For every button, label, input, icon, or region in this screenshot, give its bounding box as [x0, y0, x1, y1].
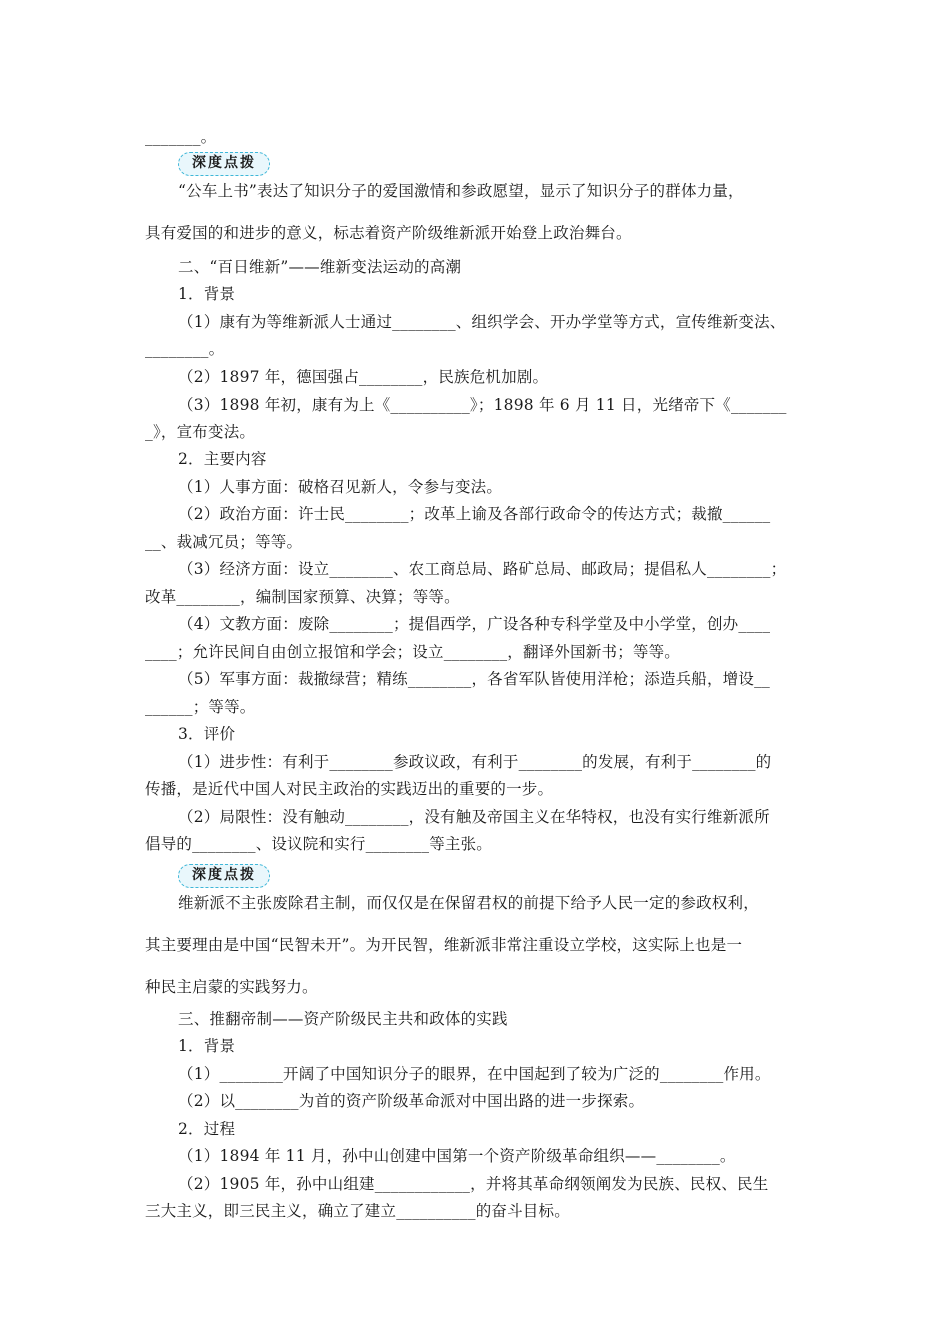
tip-text: 其主要理由是中国“民智未开”。为开民智，维新派非常注重设立学校，这实际上也是一	[145, 936, 743, 954]
text-line: （2）政治方面：许士民________；改革上谕及各部行政命令的传达方式；裁撤______	[178, 505, 771, 523]
text-line: _______。	[145, 128, 217, 146]
subheading: 2．主要内容	[178, 450, 267, 468]
text-line: （2）以________为首的资产阶级革命派对中国出路的进一步探索。	[178, 1092, 645, 1110]
text-line: （2）1905 年，孙中山组建____________，并将其革命纲领阐发为民族、民权、民生	[178, 1175, 769, 1193]
text-line: 改革________，编制国家预算、决算；等等。	[145, 588, 460, 606]
text-line: 三大主义，即三民主义，确立了建立__________的奋斗目标。	[145, 1202, 570, 1220]
subheading: 2．过程	[178, 1120, 236, 1138]
section-heading: 二、“百日维新”——维新变法运动的高潮	[178, 258, 462, 276]
tip-text: 种民主启蒙的实践努力。	[145, 978, 318, 996]
text-line: ____；允许民间自由创立报馆和学会；设立________，翻译外国新书；等等。	[145, 643, 681, 661]
tip-badge: 深度点拨	[178, 152, 270, 176]
text-line: （3）经济方面：设立________、农工商总局、路矿总局、邮政局；提倡私人________；	[178, 560, 787, 578]
text-line: 倡导的________、设议院和实行________等主张。	[145, 835, 493, 853]
section-heading: 三、推翻帝制——资产阶级民主共和政体的实践	[178, 1010, 508, 1028]
text-line: （4）文教方面：废除________；提倡西学，广设各种专科学堂及中小学堂，创办____	[178, 615, 771, 633]
text-line: （1）1894 年 11 月，孙中山创建中国第一个资产阶级革命组织——________。	[178, 1147, 736, 1165]
text-line: ______；等等。	[145, 698, 256, 716]
subheading: 1．背景	[178, 1037, 236, 1055]
tip-text: 具有爱国的和进步的意义，标志着资产阶级维新派开始登上政治舞台。	[145, 224, 632, 242]
text-line: （1）________开阔了中国知识分子的眼界，在中国起到了较为广泛的________作用。	[178, 1065, 771, 1083]
tip-badge: 深度点拨	[178, 864, 270, 888]
tip-text: 维新派不主张废除君主制，而仅仅是在保留君权的前提下给予人民一定的参政权利，	[178, 894, 759, 912]
text-line: （2）1897 年，德国强占________，民族危机加剧。	[178, 368, 549, 386]
subheading: 3．评价	[178, 725, 236, 743]
text-line: （2）局限性：没有触动________，没有触及帝国主义在华特权，也没有实行维新派所	[178, 808, 770, 826]
text-line: ________。	[145, 340, 225, 358]
text-line: （1）康有为等维新派人士通过________、组织学会、开办学堂等方式，宣传维新变法、	[178, 313, 786, 331]
text-line: （1）进步性：有利于________参政议政，有利于________的发展，有利于________的	[178, 753, 772, 771]
tip-text: “公车上书”表达了知识分子的爱国激情和参政愿望，显示了知识分子的群体力量，	[178, 182, 744, 200]
text-line: （5）军事方面：裁撤绿营；精练________，各省军队皆使用洋枪；添造兵船，增设__	[178, 670, 770, 688]
text-line: 传播，是近代中国人对民主政治的实践迈出的重要的一步。	[145, 780, 554, 798]
text-line: __、裁减冗员；等等。	[145, 533, 303, 551]
text-line: _》，宣布变法。	[145, 423, 256, 441]
text-line: （1）人事方面：破格召见新人，令参与变法。	[178, 478, 503, 496]
subheading: 1．背景	[178, 285, 236, 303]
text-line: （3）1898 年初，康有为上《__________》；1898 年 6 月 11 日，光绪帝下《_______	[178, 396, 787, 414]
